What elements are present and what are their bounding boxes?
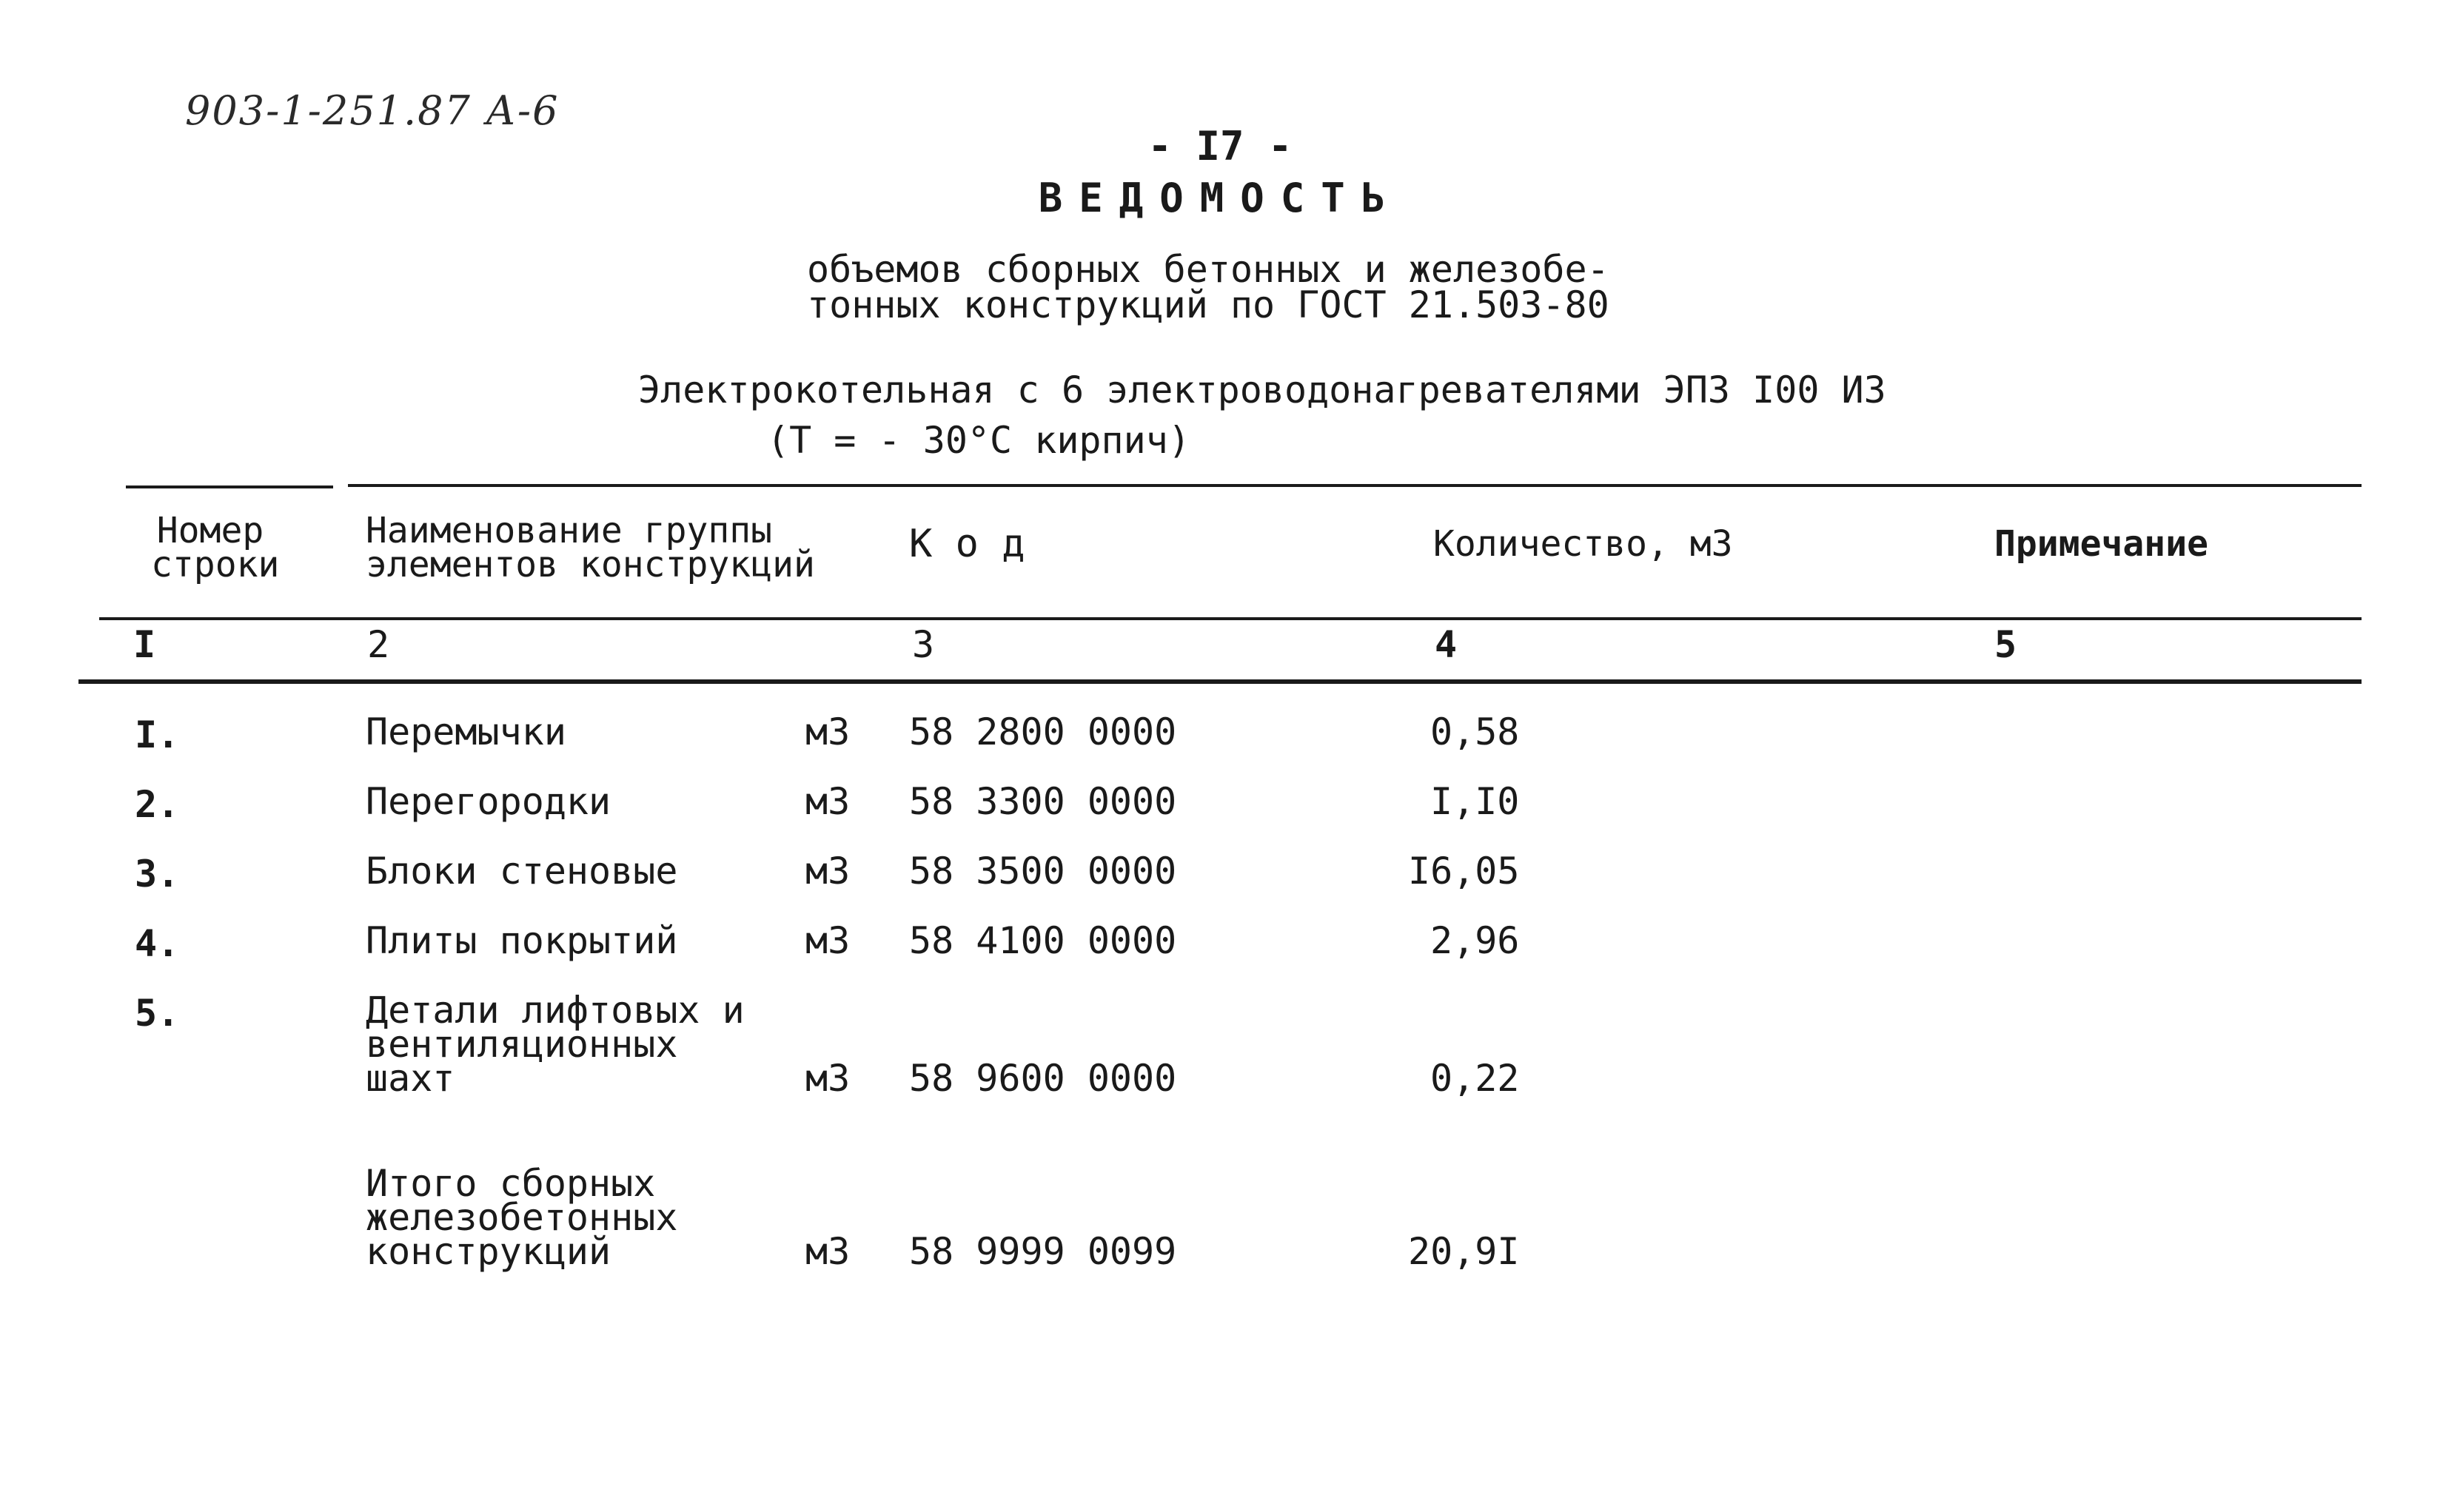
row-unit: м3 (805, 710, 851, 753)
row-quantity: I6,05 (1408, 850, 1520, 893)
row-code: 58 3300 0000 (909, 780, 1177, 823)
column-number-1: I (133, 623, 156, 666)
row-unit: м3 (805, 919, 851, 962)
column-number-3: 3 (912, 623, 935, 666)
row-number: 4. (135, 922, 180, 965)
row-quantity: 0,22 (1430, 1057, 1520, 1100)
row-number: 3. (135, 853, 180, 896)
row-quantity: 0,58 (1430, 710, 1520, 753)
object-name: Электрокотельная с 6 электроводонагревателями ЭПЗ I00 ИЗ (638, 369, 1886, 411)
document-stamp: 903-1-251.87 А-6 (185, 87, 560, 134)
row-unit: м3 (805, 850, 851, 893)
total-label: Итого сборных железобетонных конструкций (366, 1162, 678, 1273)
row-number: 5. (135, 992, 180, 1035)
row-name: Плиты покрытий (366, 919, 678, 962)
row-code: 58 2800 0000 (909, 710, 1177, 753)
column-number-4: 4 (1435, 623, 1458, 666)
row-code: 58 3500 0000 (909, 850, 1177, 893)
header-note: Примечание (1994, 523, 2208, 565)
header-row-number: Номер строки (151, 510, 280, 585)
row-unit: м3 (805, 1057, 851, 1100)
row-quantity: 2,96 (1430, 919, 1520, 962)
row-number: I. (135, 713, 180, 756)
header-top-rule-left (126, 485, 333, 488)
row-name: Детали лифтовых и вентиляционных шахт (366, 989, 745, 1100)
row-quantity: I,I0 (1430, 780, 1520, 823)
total-quantity: 20,9I (1408, 1230, 1520, 1273)
column-number-2: 2 (367, 623, 390, 666)
row-name: Перемычки (366, 710, 566, 753)
row-unit: м3 (805, 780, 851, 823)
header-code: К о д (909, 522, 1025, 566)
header-quantity: Количество, м3 (1433, 523, 1733, 565)
row-number: 2. (135, 783, 180, 826)
subtitle-line-2: тонных конструкций по ГОСТ 21.503-80 (807, 283, 1609, 326)
column-number-5: 5 (1994, 623, 2017, 666)
row-code: 58 4100 0000 (909, 919, 1177, 962)
total-code: 58 9999 0099 (909, 1230, 1177, 1273)
row-name: Перегородки (366, 780, 611, 823)
header-bottom-rule (78, 679, 2362, 684)
row-code: 58 9600 0000 (909, 1057, 1177, 1100)
header-middle-rule (99, 617, 2362, 620)
total-unit: м3 (805, 1230, 851, 1273)
header-group-name: Наименование группы элементов конструкций (366, 510, 815, 585)
subtitle-line-1: объемов сборных бетонных и железобе- (807, 248, 1609, 291)
document-title: ВЕДОМОСТЬ (1038, 175, 1402, 221)
conditions: (Т = - 30°С кирпич) (767, 419, 1190, 462)
header-top-rule (348, 484, 2362, 487)
page-number: - I7 - (1147, 123, 1293, 169)
row-name: Блоки стеновые (366, 850, 678, 893)
